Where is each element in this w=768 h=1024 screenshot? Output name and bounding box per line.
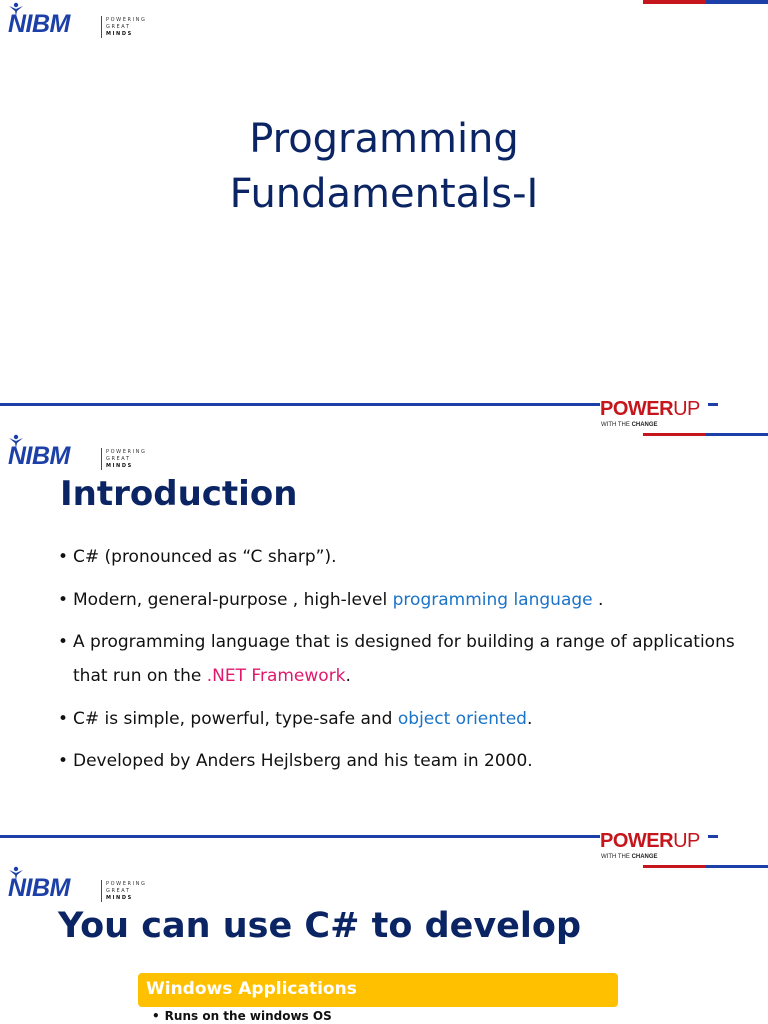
top-stripe-blue — [706, 0, 768, 4]
powerup-up: UP — [673, 830, 700, 852]
bullet-text: C# (pronounced as “C sharp”). — [73, 547, 337, 567]
title-line-2: Fundamentals-I — [229, 171, 539, 217]
bullet-item — [58, 744, 738, 778]
nibm-logo — [8, 868, 147, 906]
tagline-line-3: MINDS — [106, 463, 133, 469]
powerup-up: UP — [673, 398, 700, 420]
bullet-text: C# is simple, powerful, type-safe and — [73, 708, 398, 729]
slide-title — [0, 0, 768, 405]
top-stripe-red — [643, 0, 706, 4]
bullet-item — [58, 583, 738, 617]
link-object-oriented[interactable]: object oriented — [397, 708, 527, 729]
bullet-dot: • — [152, 1009, 160, 1023]
tagline-line-1: POWERING — [106, 881, 147, 887]
sub-bullet-text: Runs on the windows OS — [164, 1009, 332, 1023]
tagline-line-2: GREAT — [106, 24, 131, 30]
slide-uses — [0, 864, 768, 1024]
powerup-tagline-strong: CHANGE — [631, 422, 658, 428]
bullet-item — [58, 702, 738, 736]
powerup-logo — [600, 830, 768, 870]
nibm-logo — [8, 436, 147, 474]
powerup-tagline — [601, 422, 658, 428]
powerup-wordmark — [600, 398, 700, 421]
section-title: You can use C# to develop — [58, 906, 582, 946]
bullet-text: Developed by Anders Hejlsberg and his team in 2000. — [73, 751, 533, 771]
powerup-tagline — [601, 854, 658, 860]
tagline-line-3: MINDS — [106, 895, 133, 901]
title-line-1: Programming — [249, 116, 519, 162]
logo-wordmark: NIBM — [8, 442, 70, 470]
powerup-tagline-prefix: WITH THE — [601, 422, 632, 428]
powerup-main: POWER — [600, 398, 674, 420]
box-label: Windows Applications — [146, 979, 357, 999]
powerup-wordmark — [600, 830, 700, 853]
logo-divider — [101, 448, 102, 470]
bullet-item — [58, 625, 738, 693]
logo-tagline — [106, 17, 146, 38]
logo-wordmark: NIBM — [8, 874, 70, 902]
link-programming-language[interactable]: programming language — [392, 589, 593, 610]
bullet-item — [58, 540, 738, 574]
bullet-text-end: . — [526, 708, 533, 729]
tagline-line-2: GREAT — [106, 456, 131, 462]
logo-tagline — [106, 449, 146, 470]
footer-line — [0, 835, 600, 838]
powerup-bar-red — [643, 433, 706, 436]
nibm-logo — [8, 4, 147, 42]
powerup-tagline-prefix: WITH THE — [601, 854, 632, 860]
footer-line — [0, 403, 600, 406]
section-title: Introduction — [60, 474, 298, 514]
powerup-bar-red — [643, 865, 706, 868]
powerup-bar-blue — [706, 865, 768, 868]
bullet-list — [58, 540, 738, 787]
powerup-tagline-strong: CHANGE — [631, 854, 658, 860]
powerup-logo — [600, 398, 768, 438]
powerup-bar-blue — [706, 433, 768, 436]
logo-divider — [101, 880, 102, 902]
link-net-framework[interactable]: .NET Framework — [206, 666, 346, 686]
logo-wordmark: NIBM — [8, 10, 70, 38]
tagline-line-1: POWERING — [106, 17, 147, 23]
slide-introduction — [0, 432, 768, 837]
windows-applications-box — [138, 973, 618, 1007]
bullet-text: A programming language that is designed for building a range of applications that run on the — [73, 632, 735, 686]
page-title — [0, 112, 768, 222]
bullet-text: Modern, general-purpose , high-level — [73, 589, 393, 610]
bullet-text-end: . — [345, 666, 351, 686]
tagline-line-1: POWERING — [106, 449, 147, 455]
powerup-main: POWER — [600, 830, 674, 852]
tagline-line-3: MINDS — [106, 31, 133, 37]
sub-bullet-item — [152, 1009, 332, 1023]
tagline-line-2: GREAT — [106, 888, 131, 894]
bullet-text-end: . — [592, 589, 604, 610]
logo-tagline — [106, 881, 146, 902]
logo-divider — [101, 16, 102, 38]
